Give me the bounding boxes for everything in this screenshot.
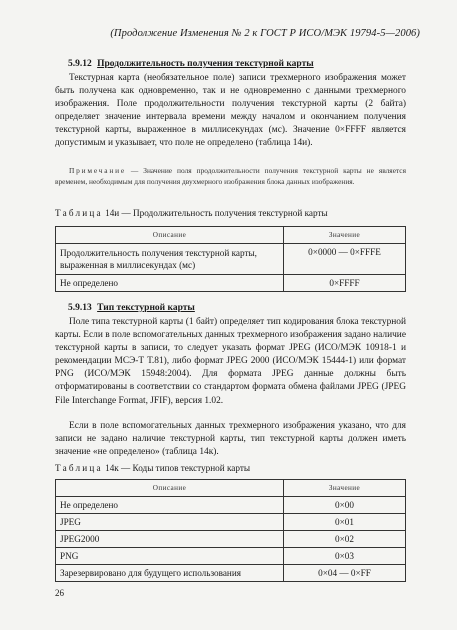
table-row — [56, 244, 406, 275]
section-5-9-13-paragraph-2: Если в поле вспомогательных данных трехмерного изображения указано, что для записи не задано наличие текстурной карты, тип текстурной карты должен иметь значение «не определено» (таблица 14к). — [55, 421, 406, 458]
section-number: 5.9.12 — [68, 59, 92, 69]
note-label: Примечание — [69, 166, 126, 175]
table-14k-caption — [55, 463, 250, 473]
section-title: Продолжительность получения текстурной карты — [97, 59, 314, 69]
table-row — [56, 275, 406, 292]
caption-text: 14и — Продолжительность получения текстурной карты — [102, 208, 328, 218]
column-header-value: Значение — [284, 480, 406, 497]
cell-value: 0×03 — [284, 548, 406, 565]
table-14i — [55, 226, 406, 292]
section-5-9-13-heading — [68, 303, 195, 313]
table-row — [56, 565, 406, 582]
column-header-description: Описание — [56, 480, 284, 497]
cell-value: 0×FFFF — [284, 275, 406, 292]
page-number: 26 — [55, 588, 64, 598]
cell-description: Зарезервировано для будущего использования — [56, 565, 284, 582]
section-title: Тип текстурной карты — [97, 303, 195, 313]
cell-description: Продолжительность получения текстурной карты, выраженная в миллисекундах (мс) — [56, 244, 284, 275]
column-header-description: Описание — [56, 227, 284, 244]
table-row — [56, 514, 406, 531]
cell-value: 0×0000 — 0×FFFE — [284, 244, 406, 275]
section-number: 5.9.13 — [68, 303, 92, 313]
column-header-value: Значение — [284, 227, 406, 244]
caption-text: 14к — Коды типов текстурной карты — [102, 463, 251, 473]
table-row — [56, 497, 406, 514]
section-5-9-12-paragraph: Текстурная карта (необязательное поле) записи трехмерного изображения может быть получена как одновременно, так и не одновременно с данными трехмерного изображения. Поле продолжительности получения текстурной карты (2 байта) определяет значение интервала времени между началом и окончанием получения текстурной карты, выраженное в миллисекундах (мс). Значение 0×FFFF является допустимым и указывает, что поле не определено (таблица 14и). — [55, 73, 406, 149]
note — [55, 165, 406, 187]
cell-description: Не определено — [56, 275, 284, 292]
note-text: — Значение поля продолжительности получения текстурной карты не является временем, необходимым для получения двухмерного изображения блока данных изображения. — [55, 166, 406, 186]
table-14i-caption — [55, 208, 328, 218]
table-row — [56, 548, 406, 565]
table-14k — [55, 479, 406, 582]
caption-label: Таблица — [55, 463, 103, 473]
cell-description: Не определено — [56, 497, 284, 514]
cell-description: PNG — [56, 548, 284, 565]
page-header: (Продолжение Изменения № 2 к ГОСТ Р ИСО/МЭК 19794-5—2006) — [110, 28, 420, 39]
cell-description: JPEG2000 — [56, 531, 284, 548]
section-5-9-12-heading — [68, 59, 314, 69]
table-row — [56, 531, 406, 548]
cell-value: 0×04 — 0×FF — [284, 565, 406, 582]
section-5-9-13-paragraph-1: Поле типа текстурной карты (1 байт) определяет тип кодирования блока текстурной карты. Если в поле вспомогательных данных трехмерного изображения задано наличие текстурной карты в записи, то следует указать формат JPEG (ИСО/МЭК 10918-1 и рекомендации МСЭ-Т Т.81), либо формат JPEG 2000 (ИСО/МЭК 15444-1) или формат PNG (ИСО/МЭК 15948:2004). Для формата JPEG данные должны быть отформатированы в соответствии со стандартом формата обмена файлами JPEG (JPEG File Interchange Format, JFIF), версия 1.02. — [55, 317, 406, 406]
cell-description: JPEG — [56, 514, 284, 531]
caption-label: Таблица — [55, 208, 103, 218]
cell-value: 0×00 — [284, 497, 406, 514]
cell-value: 0×02 — [284, 531, 406, 548]
cell-value: 0×01 — [284, 514, 406, 531]
